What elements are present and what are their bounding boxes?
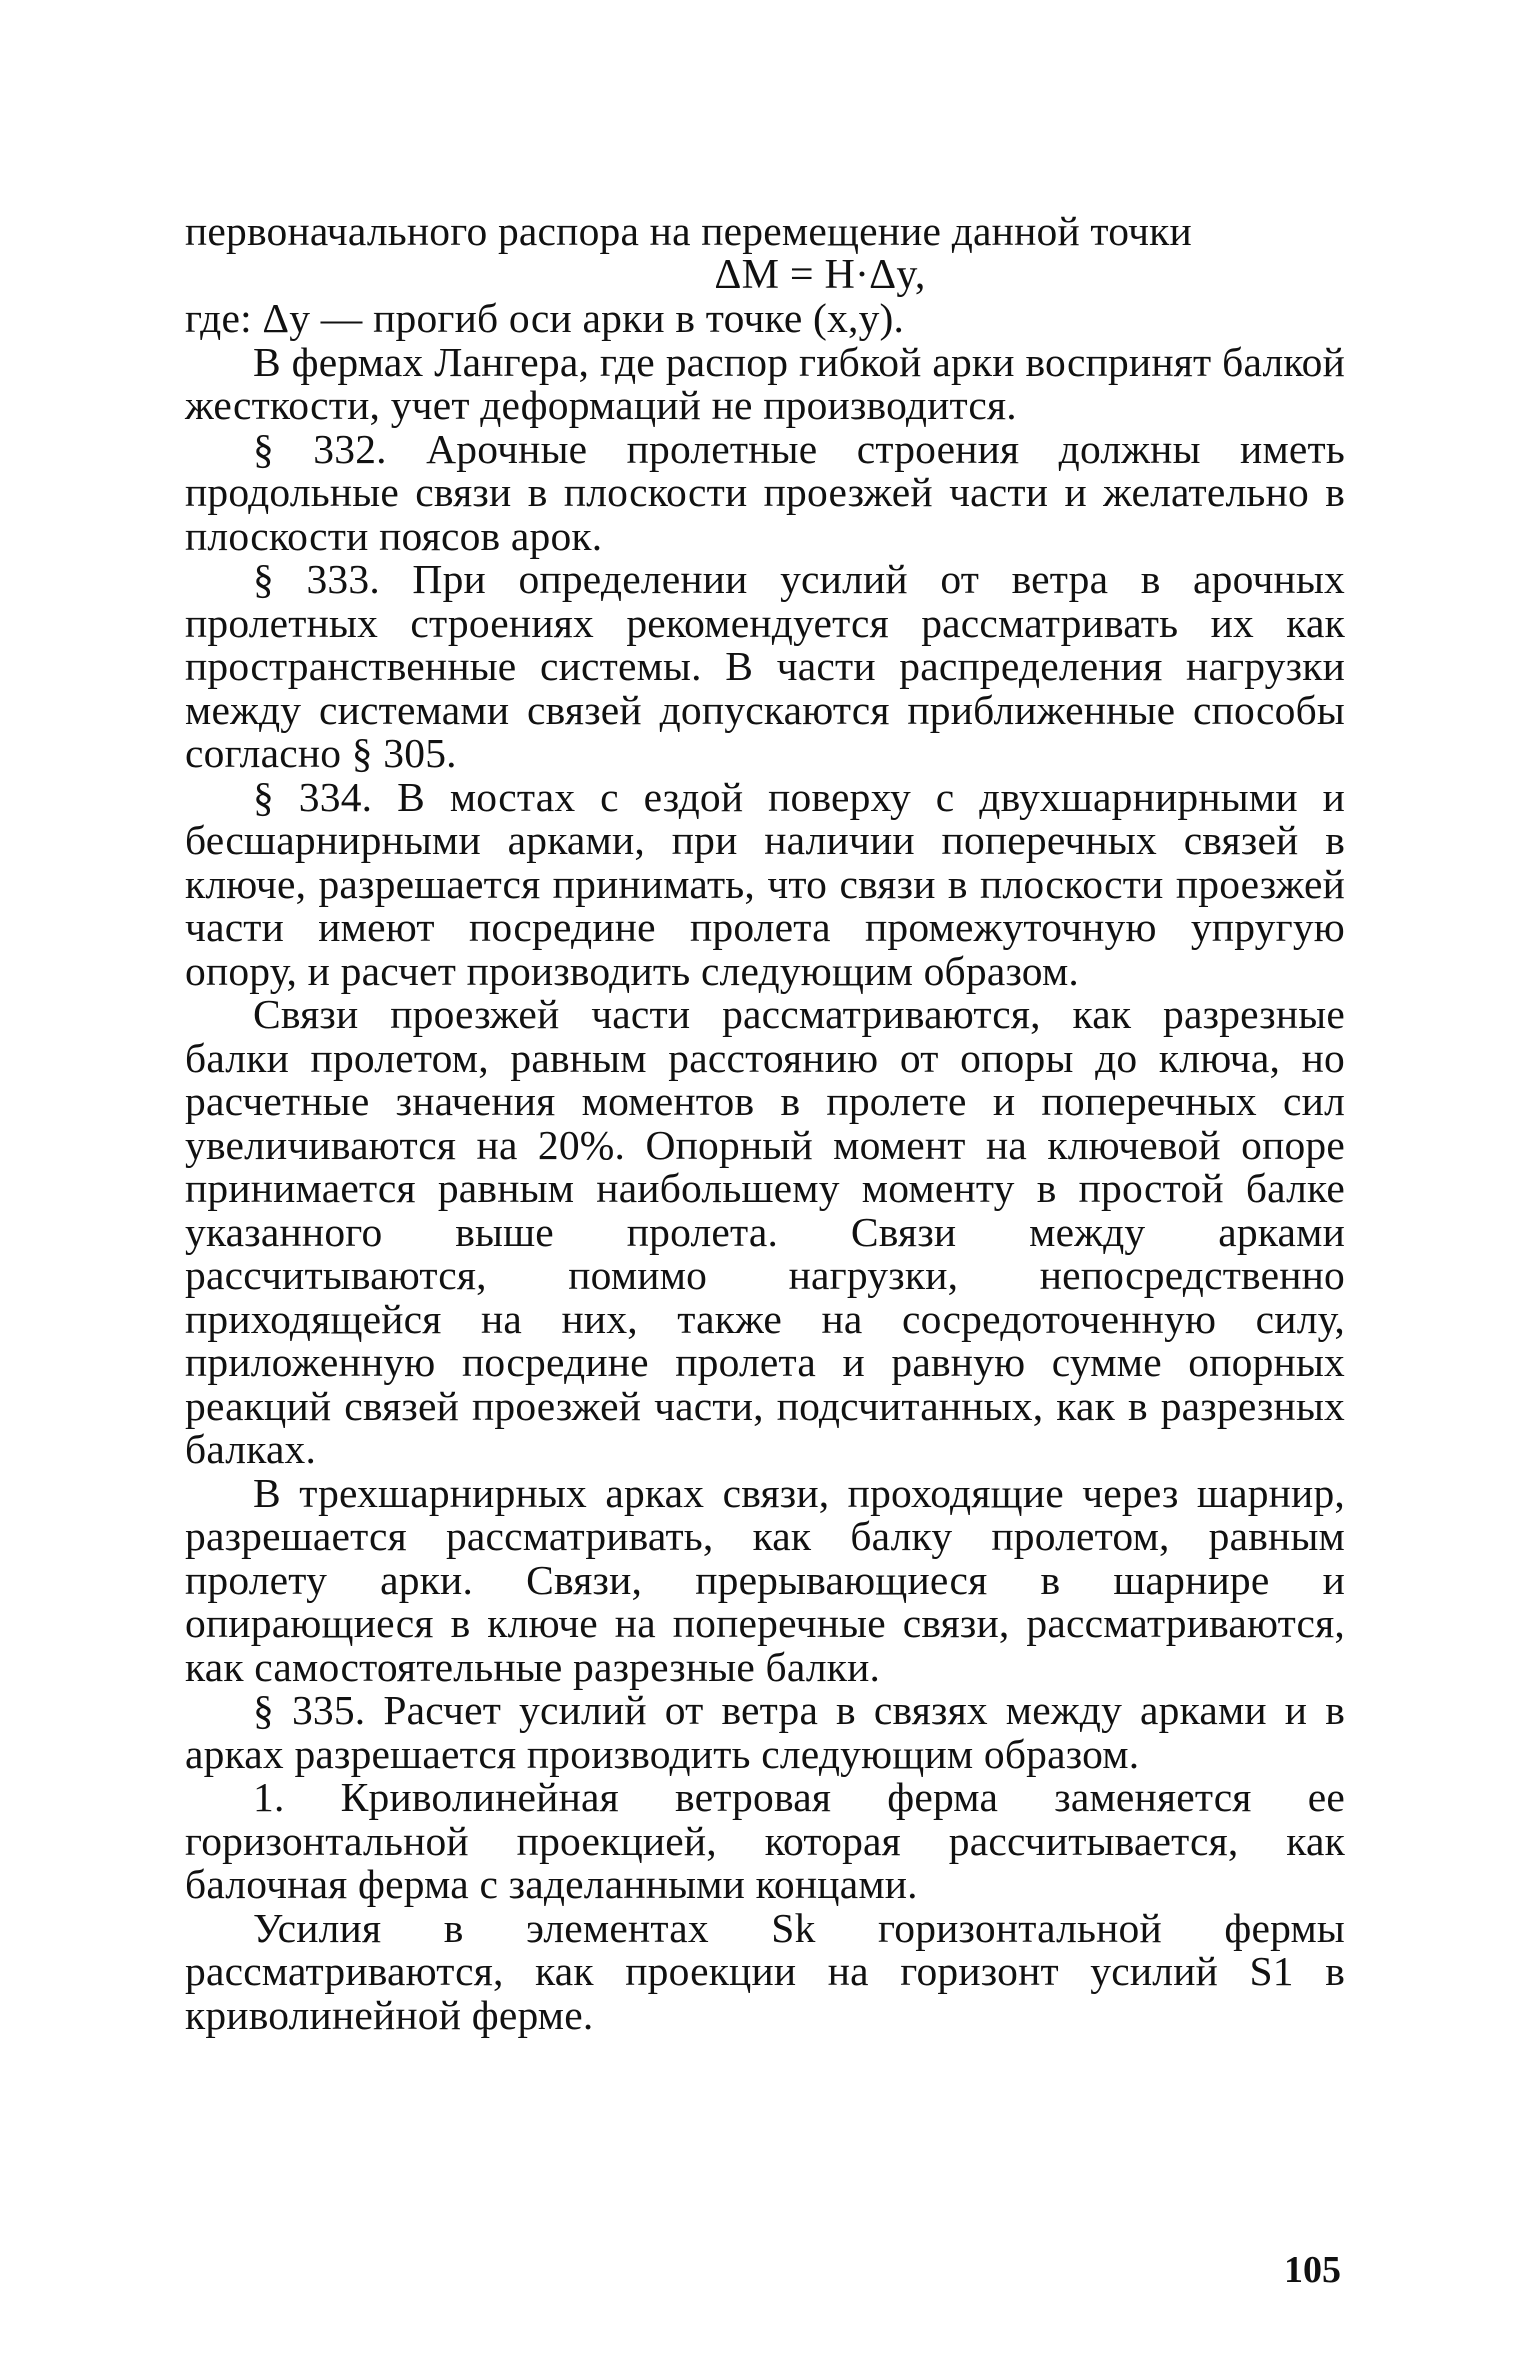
page-number: 105 <box>1284 2249 1341 2291</box>
paragraph-ties: Связи проезжей части рассматриваются, как разрезные балки пролетом, равным расстоянию от опоры до ключа, но расчетные значения моментов в пролете и поперечных сил увеличиваются на 20%. Опорный момент на ключевой опоре принимается равным наибольшему моменту в простой балке указанного выше пролета. Связи между арками рассчитываются, помимо нагрузки, непосредственно приходящейся на них, также на сосредоточенную силу, приложенную посредине пролета и равную сумме опорных реакций связей проезжей части, подсчитанных, как в разрезных балках. <box>185 991 1345 1472</box>
paragraph-forces: Усилия в элементах Sk горизонтальной фермы рассматриваются, как проекции на горизонт усилий S1 в криволинейной ферме. <box>185 1904 1345 2038</box>
paragraph-332: § 332. Арочные пролетные строения должны иметь продольные связи в плоскости проезжей части и желательно в плоскости поясов арок. <box>185 425 1345 559</box>
paragraph-three-hinged: В трехшарнирных арках связи, проходящие через шарнир, разрешается рассматривать, как балку пролетом, равным пролету арки. Связи, прерывающиеся в шарнире и опирающиеся в ключе на поперечные связи, рассматриваются, как самостоятельные разрезные балки. <box>185 1469 1345 1690</box>
where-line: где: Δy — прогиб оси арки в точке (x,y). <box>185 295 905 341</box>
page-body <box>185 210 1345 2037</box>
formula: ΔM = H·Δy, <box>714 251 926 298</box>
paragraph-333: § 333. При определении усилий от ветра в арочных пролетных строениях рекомендуется рассматривать их как пространственные системы. В части распределения нагрузки между системами связей допускаются приближенные способы согласно § 305. <box>185 556 1345 776</box>
intro-line: первоначального распора на перемещение данной точки <box>185 208 1192 254</box>
paragraph-langer: В фермах Лангера, где распор гибкой арки воспринят балкой жесткости, учет деформаций не производится. <box>185 338 1345 428</box>
paragraph-334: § 334. В мостах с ездой поверху с двухшарнирными и бесшарнирными арками, при наличии поперечных связей в ключе, разрешается принимать, что связи в плоскости проезжей части имеют посредине пролета промежуточную упругую опору, и расчет производить следующим образом. <box>185 773 1345 994</box>
paragraph-item-1: 1. Криволинейная ветровая ферма заменяется ее горизонтальной проекцией, которая рассчитывается, как балочная ферма с заделанными концами. <box>185 1774 1345 1907</box>
paragraph-335: § 335. Расчет усилий от ветра в связях между арками и в арках разрешается производить следующим образом. <box>185 1687 1345 1777</box>
